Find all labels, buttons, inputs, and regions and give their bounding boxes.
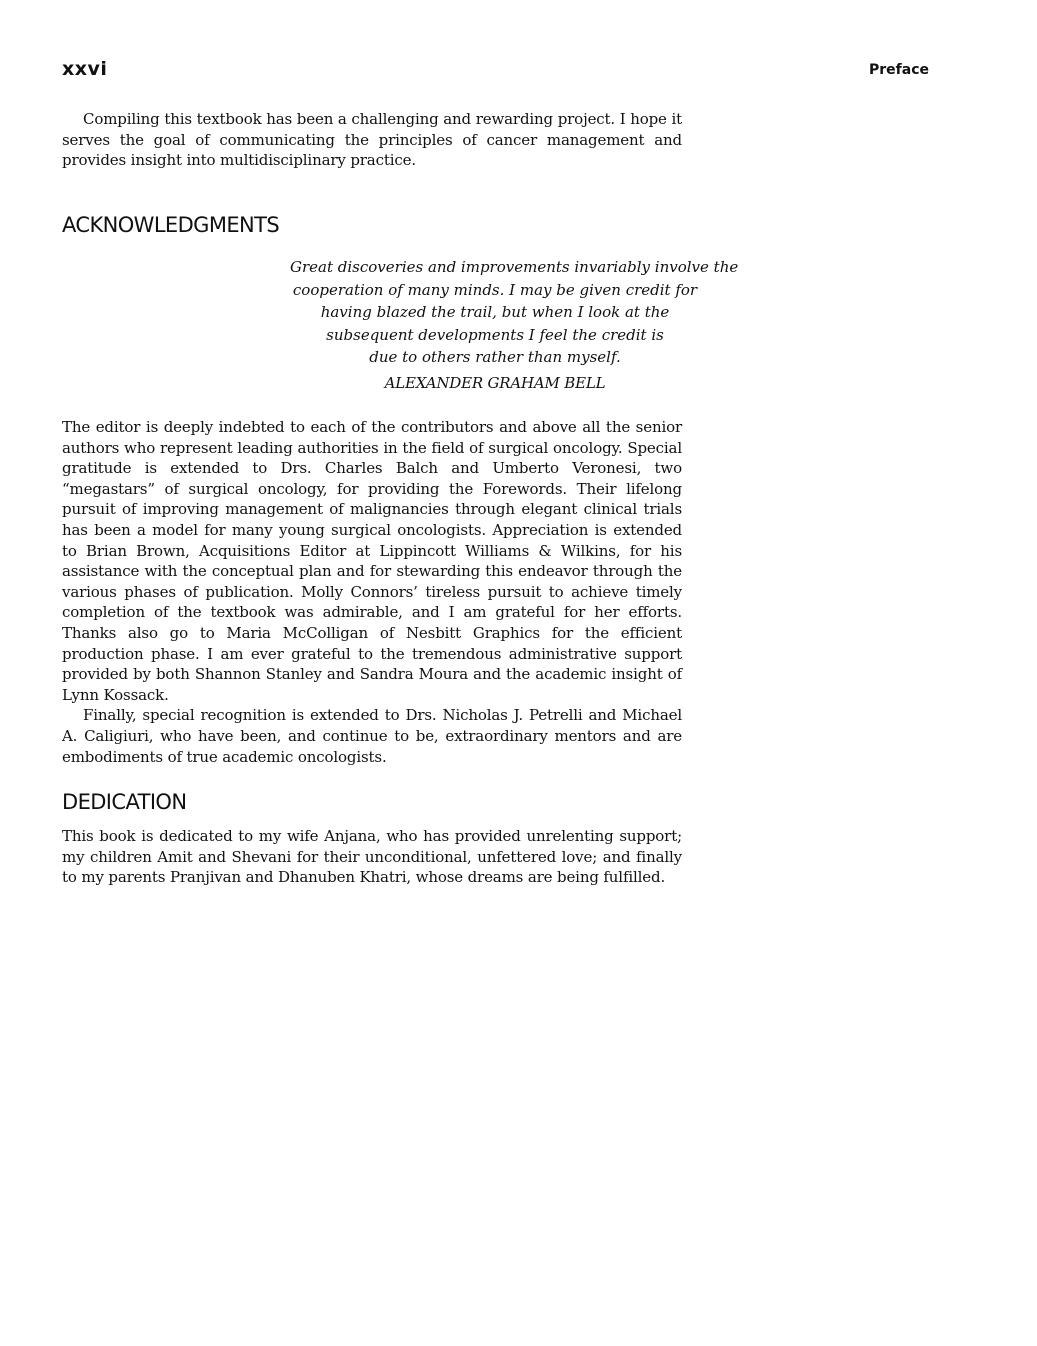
running-head: Preface <box>869 62 929 78</box>
epigraph-line: Great discoveries and improvements invariably involve the <box>290 258 739 276</box>
page-number: xxvi <box>62 58 108 80</box>
acknowledgments-paragraph: Finally, special recognition is extended to Drs. Nicholas J. Petrelli and Michael A. Caligiuri, who have been, and continue to be, extraordinary mentors and are embodiments of true academic oncologists. <box>62 706 682 766</box>
acknowledgments-heading: ACKNOWLEDGMENTS <box>62 213 280 237</box>
epigraph-line: subsequent developments I feel the credit is <box>326 325 664 344</box>
epigraph-line: having blazed the trail, but when I look at the <box>320 303 670 321</box>
epigraph-line: cooperation of many minds. I may be given credit for <box>292 280 698 299</box>
epigraph <box>290 256 739 394</box>
epigraph-author: ALEXANDER GRAHAM BELL <box>384 373 606 392</box>
dedication-heading: DEDICATION <box>62 790 187 814</box>
dedication-paragraph: This book is dedicated to my wife Anjana, who has provided unrelenting support; my children Amit and Shevani for their unconditional, unfettered love; and finally to my parents Pranjivan and Dhanuben Khatri, whose dreams are being fulfilled. <box>62 827 682 887</box>
epigraph-line: due to others rather than myself. <box>369 348 621 366</box>
intro-paragraph: Compiling this textbook has been a challenging and rewarding project. I hope it serves the goal of communicating the principles of cancer management and provides insight into multidisciplinary practice. <box>62 110 682 170</box>
acknowledgments-body <box>62 417 682 767</box>
acknowledgments-paragraph: The editor is deeply indebted to each of the contributors and above all the senior authors who represent leading authorities in the field of surgical oncology. Special gratitude is extended to Drs. Charles Balch and Umberto Veronesi, two “megastars” of surgical oncology, for providing the Forewords. Their lifelong pursuit of improving management of malignancies through elegant clinical trials has been a model for many young surgical oncologists. Appreciation is extended to Brian Brown, Acquisitions Editor at Lippincott Williams & Wilkins, for his assistance with the conceptual plan and for stewarding this endeavor through the various phases of publication. Molly Connors’ tireless pursuit to achieve timely completion of the textbook was admirable, and I am grateful for her efforts. Thanks also go to Maria McColligan of Nesbitt Graphics for the efficient production phase. I am ever grateful to the tremendous administrative support provided by both Shannon Stanley and Sandra Moura and the academic insight of Lynn Kossack. <box>62 418 682 704</box>
